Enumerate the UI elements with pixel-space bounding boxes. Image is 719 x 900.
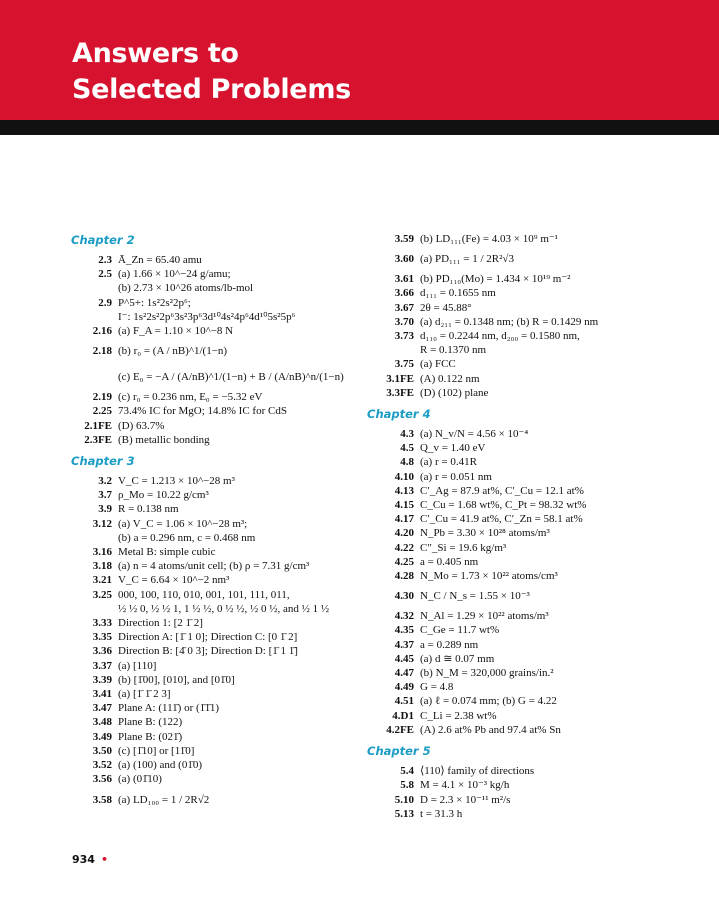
answer-text: (B) metallic bonding bbox=[118, 433, 210, 446]
answer-text: (a) [110] bbox=[118, 659, 157, 672]
answer-text: (c) [1̄10] or [11̄0] bbox=[118, 744, 195, 757]
answer-text: (a) PD₁₁₁ = 1 / 2R²√3 bbox=[420, 253, 514, 266]
answer-text: (a) N_v/N = 4.56 × 10⁻⁴ bbox=[420, 428, 529, 441]
answer-text: (a) ℓ = 0.074 mm; (b) G = 4.22 bbox=[420, 695, 557, 708]
problem-number: 4.35 bbox=[394, 624, 414, 637]
answer-row bbox=[364, 778, 704, 792]
answer-text: C_Li = 2.38 wt% bbox=[420, 709, 497, 722]
answer-row bbox=[364, 232, 704, 246]
answer-text: t = 31.3 h bbox=[420, 807, 463, 820]
answer-row bbox=[364, 807, 704, 821]
answer-text: (a) 1.66 × 10^−24 g/amu; bbox=[118, 268, 231, 281]
problem-number: 4.15 bbox=[394, 499, 414, 512]
answer-row bbox=[68, 758, 368, 772]
answer-text: G = 4.8 bbox=[420, 681, 454, 694]
problem-number: 5.13 bbox=[394, 807, 414, 820]
problem-number: 5.8 bbox=[400, 779, 414, 792]
problem-number: 2.3FE bbox=[84, 433, 112, 446]
title-line-2: Selected Problems bbox=[72, 74, 351, 105]
answer-text: (b) PD₁₁₀(Mo) = 1.434 × 10¹⁹ m⁻² bbox=[420, 273, 571, 286]
answer-row bbox=[68, 281, 368, 295]
problem-number: 2.9 bbox=[98, 296, 112, 309]
answer-text: 2θ = 45.88° bbox=[420, 301, 472, 314]
problem-number: 3.50 bbox=[92, 744, 112, 757]
problem-number: 3.60 bbox=[394, 253, 414, 266]
answer-row bbox=[68, 338, 368, 364]
problem-number: 3.2 bbox=[98, 475, 112, 488]
answer-row bbox=[364, 315, 704, 329]
answer-text: (a) r = 0.41R bbox=[420, 456, 477, 469]
answer-row bbox=[364, 652, 704, 666]
answer-row bbox=[68, 701, 368, 715]
answer-row bbox=[68, 296, 368, 310]
answer-row bbox=[364, 286, 704, 300]
answer-row bbox=[68, 730, 368, 744]
chapter-2-heading: Chapter 2 bbox=[71, 233, 135, 247]
problem-number: 4.5 bbox=[400, 442, 414, 455]
problem-number: 4.28 bbox=[394, 570, 414, 583]
problem-number: 3.47 bbox=[92, 702, 112, 715]
answer-text: (b) a = 0.296 nm, c = 0.468 nm bbox=[118, 531, 256, 544]
answer-row bbox=[364, 441, 704, 455]
answer-row bbox=[364, 694, 704, 708]
problem-number: 3.37 bbox=[92, 659, 112, 672]
answer-row bbox=[364, 484, 704, 498]
answer-text: D = 2.3 × 10⁻¹¹ m²/s bbox=[420, 793, 511, 806]
answer-text: P^5+: 1s²2s²2p⁶; bbox=[118, 296, 191, 309]
problem-number: 2.18 bbox=[92, 345, 112, 358]
answer-text: (b) LD₁₁₁(Fe) = 4.03 × 10⁹ m⁻¹ bbox=[420, 233, 558, 245]
problem-number: 3.73 bbox=[394, 330, 414, 343]
answer-text: Plane B: (021̄) bbox=[118, 730, 183, 743]
chapter-5-answers bbox=[364, 764, 704, 821]
problem-number: 4.13 bbox=[394, 484, 414, 497]
problem-number: 3.33 bbox=[92, 617, 112, 630]
right-column bbox=[364, 232, 704, 821]
bullet-icon: • bbox=[100, 853, 108, 866]
answer-text: (D) 63.7% bbox=[118, 419, 165, 432]
answer-text: N_Mo = 1.73 × 10²² atoms/cm³ bbox=[420, 570, 558, 583]
answer-text: ½ ½ 0, ½ ½ 1, 1 ½ ½, 0 ½ ½, ½ 0 ½, and ½ 1 ½ bbox=[118, 602, 330, 615]
problem-number: 3.21 bbox=[92, 574, 112, 587]
answer-row bbox=[364, 583, 704, 609]
answer-row bbox=[364, 329, 704, 343]
problem-number: 3.58 bbox=[92, 793, 112, 806]
problem-number: 3.59 bbox=[394, 233, 414, 245]
answer-text: ρ_Mo = 10.22 g/cm³ bbox=[118, 489, 209, 502]
chapter-4-answers bbox=[364, 427, 704, 737]
answer-row bbox=[364, 372, 704, 386]
problem-number: 4.2FE bbox=[386, 723, 414, 736]
answer-text: (c) r₀ = 0.236 nm, E₀ = −5.32 eV bbox=[118, 391, 263, 404]
answer-text: a = 0.405 nm bbox=[420, 555, 479, 568]
problem-number: 4.47 bbox=[394, 667, 414, 680]
answer-text: I⁻: 1s²2s²2p⁶3s²3p⁶3d¹⁰4s²4p⁶4d¹⁰5s²5p⁶ bbox=[118, 310, 296, 323]
problem-number: 4.20 bbox=[394, 527, 414, 540]
answer-row bbox=[364, 555, 704, 569]
problem-number: 4.37 bbox=[394, 638, 414, 651]
problem-number: 4.51 bbox=[394, 695, 414, 708]
answer-row bbox=[68, 559, 368, 573]
answer-row bbox=[364, 455, 704, 469]
problem-number: 3.25 bbox=[92, 588, 112, 601]
answer-text: (a) (100) and (01̄0) bbox=[118, 759, 202, 772]
answer-text: Direction 1: [2 1̄ 2] bbox=[118, 617, 203, 630]
answer-row bbox=[364, 666, 704, 680]
answer-row bbox=[68, 715, 368, 729]
problem-number: 3.75 bbox=[394, 358, 414, 371]
answer-row bbox=[364, 793, 704, 807]
problem-number: 3.18 bbox=[92, 560, 112, 573]
answer-row bbox=[68, 324, 368, 338]
problem-number: 3.35 bbox=[92, 631, 112, 644]
chapter-2-answers bbox=[68, 253, 368, 447]
answer-text: d₁₁₀ = 0.2244 nm, d₂₀₀ = 0.1580 nm, bbox=[420, 330, 580, 343]
answer-text: (b) [1̄00], [010], and [01̄0] bbox=[118, 673, 235, 686]
problem-number: 3.48 bbox=[92, 716, 112, 729]
answer-row bbox=[364, 301, 704, 315]
problem-number: 3.66 bbox=[394, 287, 414, 300]
chapter-5-heading: Chapter 5 bbox=[367, 744, 431, 759]
problem-number: 3.70 bbox=[394, 315, 414, 328]
problem-number: 5.10 bbox=[394, 793, 414, 806]
answer-text: N_C / N_s = 1.55 × 10⁻³ bbox=[420, 590, 530, 603]
answer-row bbox=[68, 433, 368, 447]
header-band bbox=[0, 120, 719, 135]
answer-row bbox=[364, 526, 704, 540]
answer-text: V_C = 1.213 × 10^−28 m³ bbox=[118, 475, 235, 488]
answer-row bbox=[68, 474, 368, 488]
answer-row bbox=[364, 272, 704, 286]
answer-row bbox=[68, 419, 368, 433]
problem-number: 4.25 bbox=[394, 555, 414, 568]
problem-number: 3.7 bbox=[98, 489, 112, 502]
problem-number: 4.D1 bbox=[392, 709, 414, 722]
problem-number: 3.52 bbox=[92, 759, 112, 772]
answer-row bbox=[68, 502, 368, 516]
answer-row bbox=[364, 764, 704, 778]
answer-row bbox=[68, 310, 368, 324]
chapter-4-heading: Chapter 4 bbox=[367, 407, 431, 422]
answer-row bbox=[364, 427, 704, 441]
answer-text: (b) N_M = 320,000 grains/in.² bbox=[420, 667, 554, 680]
answer-text: (b) 2.73 × 10^26 atoms/lb-mol bbox=[118, 282, 254, 295]
problem-number: 3.39 bbox=[92, 673, 112, 686]
problem-number: 3.49 bbox=[92, 730, 112, 743]
answer-text: a = 0.289 nm bbox=[420, 638, 479, 651]
problem-number: 2.5 bbox=[98, 268, 112, 281]
answer-text: d₁₁₁ = 0.1655 nm bbox=[420, 287, 496, 300]
answer-row bbox=[68, 630, 368, 644]
answer-text: (a) [1̄ 1̄ 2 3] bbox=[118, 688, 171, 701]
answer-text: Plane B: (122) bbox=[118, 716, 183, 729]
answer-row bbox=[68, 616, 368, 630]
problem-number: 3.1FE bbox=[386, 372, 414, 385]
problem-number: 3.61 bbox=[394, 273, 414, 286]
answer-row bbox=[68, 404, 368, 418]
answer-text: (A) 2.6 at% Pb and 97.4 at% Sn bbox=[420, 723, 561, 736]
page-number bbox=[72, 853, 108, 866]
answer-row bbox=[364, 709, 704, 723]
answer-text: (a) V_C = 1.06 × 10^−28 m³; bbox=[118, 517, 248, 530]
answer-text: (a) d ≅ 0.07 mm bbox=[420, 652, 495, 665]
answer-row bbox=[364, 470, 704, 484]
answer-row bbox=[364, 498, 704, 512]
answer-text: C_Cu = 1.68 wt%, C_Pt = 98.32 wt% bbox=[420, 499, 587, 512]
problem-number: 5.4 bbox=[400, 765, 414, 778]
answer-text: C′_Cu = 41.9 at%, C′_Zn = 58.1 at% bbox=[420, 513, 583, 526]
chapter-3-answers bbox=[68, 474, 368, 812]
answer-row bbox=[68, 573, 368, 587]
answer-row bbox=[68, 644, 368, 658]
answer-row bbox=[364, 723, 704, 737]
problem-number: 4.45 bbox=[394, 652, 414, 665]
answer-text: (a) LD₁₀₀ = 1 / 2R√2 bbox=[118, 793, 210, 806]
answer-row bbox=[364, 343, 704, 357]
answer-text: (a) r = 0.051 nm bbox=[420, 470, 492, 483]
answer-row bbox=[364, 541, 704, 555]
answer-text: (D) (102) plane bbox=[420, 386, 489, 399]
answer-text: (a) FCC bbox=[420, 358, 456, 371]
answer-row bbox=[68, 659, 368, 673]
problem-number: 3.3FE bbox=[386, 386, 414, 399]
problem-number: 2.16 bbox=[92, 325, 112, 338]
answer-row bbox=[364, 680, 704, 694]
answer-row bbox=[68, 364, 368, 390]
answer-row bbox=[364, 569, 704, 583]
chapter-banner bbox=[0, 0, 719, 120]
answer-text: C″_Si = 19.6 kg/m³ bbox=[420, 541, 507, 554]
title-line-1: Answers to bbox=[72, 38, 239, 69]
answer-text: 000, 100, 110, 010, 001, 101, 111, 011, bbox=[118, 588, 290, 601]
chapter-3-heading: Chapter 3 bbox=[71, 454, 135, 469]
answer-text: Q_v = 1.40 eV bbox=[420, 442, 486, 455]
problem-number: 3.56 bbox=[92, 773, 112, 786]
answer-row bbox=[68, 545, 368, 559]
answer-text: N_Pb = 3.30 × 10²⁸ atoms/m³ bbox=[420, 527, 550, 540]
problem-number: 4.22 bbox=[394, 541, 414, 554]
answer-text: (a) F_A = 1.10 × 10^−8 N bbox=[118, 325, 234, 338]
answer-row bbox=[68, 787, 368, 813]
problem-number: 3.67 bbox=[394, 301, 414, 314]
page-title bbox=[72, 36, 351, 108]
answer-text: ⟨110⟩ family of directions bbox=[420, 765, 535, 778]
answer-text: (b) r₀ = (A / nB)^1/(1−n) bbox=[118, 345, 228, 358]
answer-text: R = 0.1370 nm bbox=[420, 344, 487, 357]
answer-row bbox=[364, 357, 704, 371]
problem-number: 2.3 bbox=[98, 254, 112, 266]
problem-number: 4.30 bbox=[394, 590, 414, 603]
answer-text: Ā_Zn = 65.40 amu bbox=[118, 254, 202, 266]
answer-text: Plane A: (111̄) or (1̄1̄1) bbox=[118, 702, 220, 715]
answer-row bbox=[68, 772, 368, 786]
problem-number: 3.36 bbox=[92, 645, 112, 658]
answer-text: (a) d₂₁₁ = 0.1348 nm; (b) R = 0.1429 nm bbox=[420, 315, 599, 328]
answer-row bbox=[364, 246, 704, 272]
problem-number: 4.32 bbox=[394, 610, 414, 623]
problem-number: 3.12 bbox=[92, 517, 112, 530]
answer-row bbox=[68, 673, 368, 687]
answer-text: Direction A: [1̄ 1 0]; Direction C: [0 1̄ 2] bbox=[118, 631, 298, 644]
answer-text: 73.4% IC for MgO; 14.8% IC for CdS bbox=[118, 405, 287, 418]
answer-text: C_Ge = 11.7 wt% bbox=[420, 624, 500, 637]
answer-text: N_Al = 1.29 × 10²² atoms/m³ bbox=[420, 610, 549, 623]
answer-text: (A) 0.122 nm bbox=[420, 372, 480, 385]
answer-text: (a) (01̄10) bbox=[118, 773, 162, 786]
answer-text: C′_Ag = 87.9 at%, C′_Cu = 12.1 at% bbox=[420, 484, 584, 497]
answer-text: (a) n = 4 atoms/unit cell; (b) ρ = 7.31 g/cm³ bbox=[118, 560, 310, 573]
answer-row bbox=[364, 609, 704, 623]
answer-row bbox=[68, 744, 368, 758]
page-number-value: 934 bbox=[72, 853, 95, 866]
answer-row bbox=[68, 267, 368, 281]
answer-row bbox=[364, 638, 704, 652]
answer-row bbox=[68, 588, 368, 602]
answer-text: R = 0.138 nm bbox=[118, 503, 179, 516]
problem-number: 4.17 bbox=[394, 513, 414, 526]
answer-row bbox=[68, 517, 368, 531]
problem-number: 2.19 bbox=[92, 391, 112, 404]
answer-row bbox=[364, 386, 704, 400]
problem-number: 4.8 bbox=[400, 456, 414, 469]
problem-number: 3.16 bbox=[92, 546, 112, 559]
answer-row bbox=[364, 512, 704, 526]
answer-row bbox=[68, 602, 368, 616]
problem-number: 4.49 bbox=[394, 681, 414, 694]
answer-text: (c) E₀ = −A / (A/nB)^1/(1−n) + B / (A/nB)^n/(1−n) bbox=[118, 371, 344, 384]
problem-number: 3.9 bbox=[98, 503, 112, 516]
left-column bbox=[68, 232, 368, 813]
answer-text: M = 4.1 × 10⁻³ kg/h bbox=[420, 779, 510, 792]
problem-number: 4.3 bbox=[400, 428, 414, 441]
answer-text: Metal B: simple cubic bbox=[118, 546, 216, 559]
answer-text: Direction B: [4̄ 0 3]; Direction D: [1̄ 1 1̄] bbox=[118, 645, 298, 658]
problem-number: 2.1FE bbox=[84, 419, 112, 432]
chapter-3-answers-continued bbox=[364, 232, 704, 400]
problem-number: 2.25 bbox=[92, 405, 112, 418]
answer-row bbox=[68, 253, 368, 267]
answer-row bbox=[68, 687, 368, 701]
answer-row bbox=[68, 390, 368, 404]
problem-number: 4.10 bbox=[394, 470, 414, 483]
problem-number: 3.41 bbox=[92, 688, 112, 701]
answer-text: V_C = 6.64 × 10^−2 nm³ bbox=[118, 574, 230, 587]
answer-row bbox=[68, 488, 368, 502]
answer-row bbox=[68, 531, 368, 545]
answer-row bbox=[364, 623, 704, 637]
